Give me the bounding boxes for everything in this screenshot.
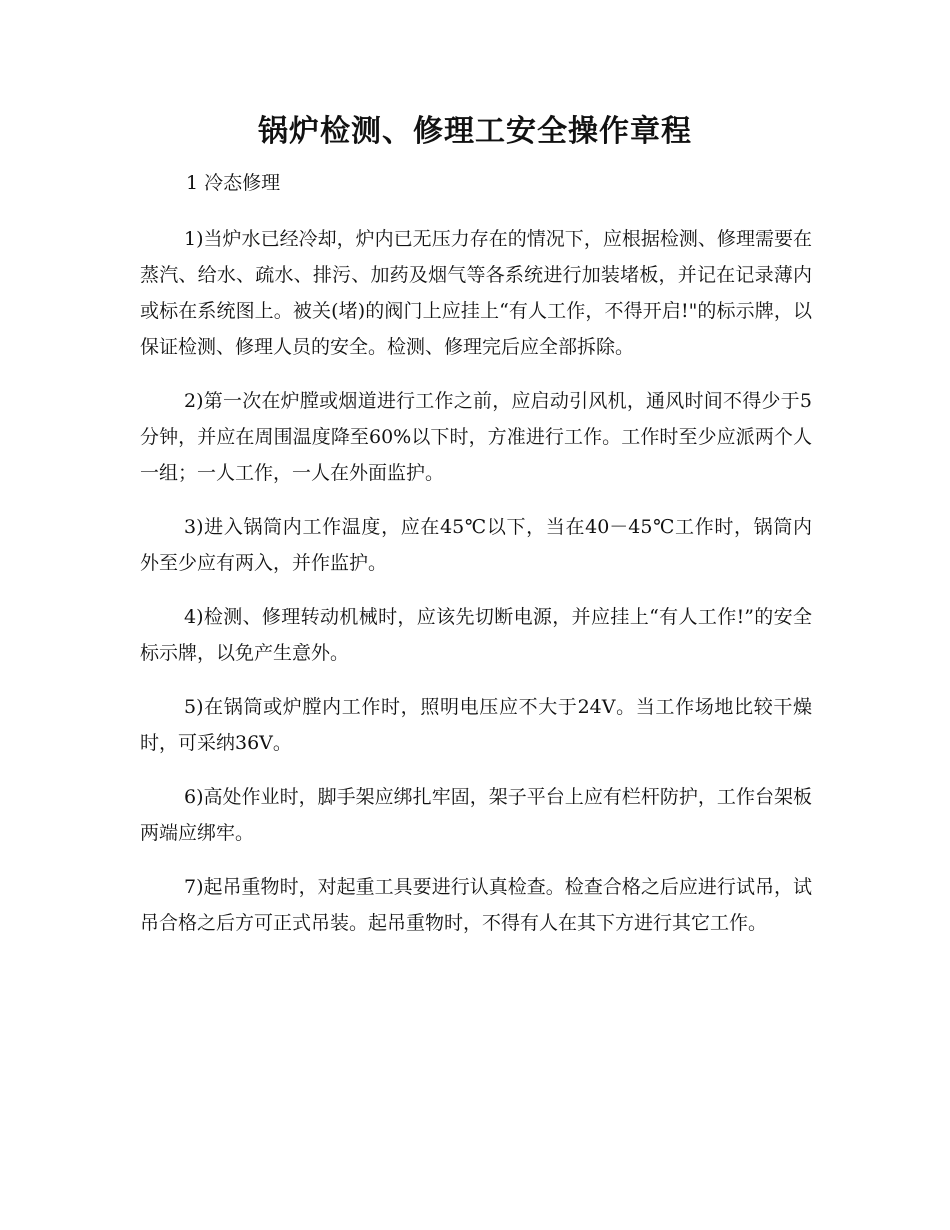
document-body <box>140 221 812 959</box>
paragraph-1: 1)当炉水已经冷却，炉内已无压力存在的情况下，应根据检测、修理需要在蒸汽、给水、疏水、排污、加药及烟气等各系统进行加装堵板，并记在记录薄内或标在系统图上。被关(堵)的阀门上应挂上“有人工作，不得开启!"的标示牌，以保证检测、修理人员的安全。检测、修理完后应全部拆除。 <box>140 228 812 358</box>
paragraph-7: 7)起吊重物时，对起重工具要进行认真检查。检查合格之后应进行试吊，试吊合格之后方可正式吊装。起吊重物时，不得有人在其下方进行其它工作。 <box>140 876 812 934</box>
paragraph-6: 6)高处作业时，脚手架应绑扎牢固，架子平台上应有栏杆防护，工作台架板两端应绑牢。 <box>140 786 812 844</box>
paragraph-4: 4)检测、修理转动机械时，应该先切断电源，并应挂上“有人工作!”的安全标示牌，以免产生意外。 <box>140 606 812 664</box>
paragraph-3: 3)进入锅筒内工作温度，应在45℃以下，当在40－45℃工作时，锅筒内外至少应有两入，并作监护。 <box>140 516 812 574</box>
paragraph-2: 2)第一次在炉膛或烟道进行工作之前，应启动引风机，通风时间不得少于5分钟，并应在周围温度降至60%以下时，方准进行工作。工作时至少应派两个人一组；一人工作，一人在外面监护。 <box>140 390 812 484</box>
page-title: 锅炉检测、修理工安全操作章程 <box>258 114 692 149</box>
paragraph-5: 5)在锅筒或炉膛内工作时，照明电压应不大于24V。当工作场地比较干燥时，可采纳36V。 <box>140 696 812 754</box>
section-heading: 1 冷态修理 <box>186 172 281 194</box>
